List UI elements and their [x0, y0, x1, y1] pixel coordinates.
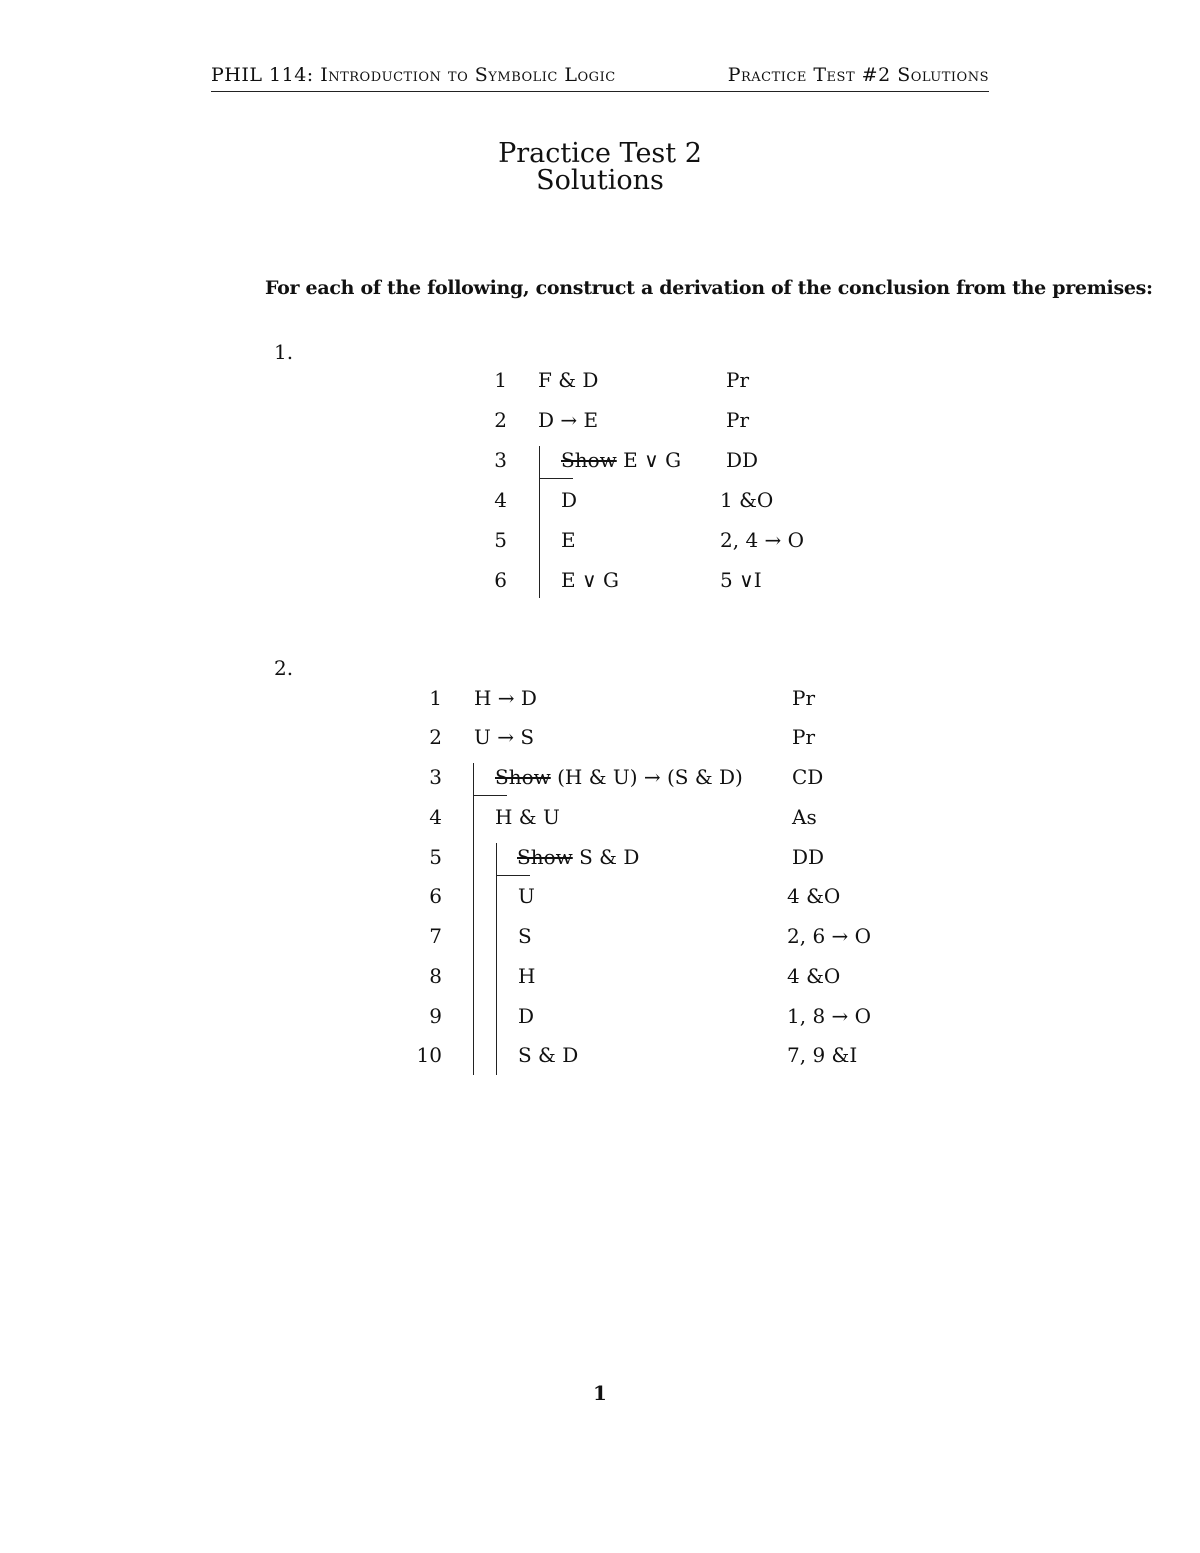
formula: H → D	[474, 686, 537, 710]
show-line	[517, 845, 639, 869]
formula: S & D	[579, 845, 640, 869]
formula: E	[561, 528, 576, 552]
line-number: 6	[494, 568, 507, 592]
line-number: 10	[416, 1043, 442, 1067]
show-line	[561, 448, 681, 472]
justification: 4 &O	[787, 964, 841, 988]
show-underline	[539, 478, 573, 479]
formula: U → S	[474, 725, 535, 749]
problem-1-label: 1.	[274, 340, 294, 364]
justification: 1, 8 → O	[787, 1004, 872, 1028]
line-number: 5	[429, 845, 442, 869]
header-course-title: PHIL 114: Introduction to Symbolic Logic	[211, 64, 616, 86]
justification: 1 &O	[720, 488, 774, 512]
justification: 5 ∨I	[720, 568, 762, 592]
formula: E ∨ G	[561, 568, 619, 592]
line-number: 1	[494, 368, 507, 392]
line-number: 2	[429, 725, 442, 749]
formula: D	[518, 1004, 535, 1028]
scope-bar	[539, 446, 540, 598]
line-number: 1	[429, 686, 442, 710]
show-line	[495, 765, 743, 789]
justification: 2, 6 → O	[787, 924, 872, 948]
formula: F & D	[538, 368, 599, 392]
justification: As	[792, 805, 817, 829]
page-title: Practice Test 2	[498, 138, 702, 169]
show-underline-inner	[496, 875, 530, 876]
scope-bar-inner	[496, 843, 497, 1075]
instructions: For each of the following, construct a derivation of the conclusion from the premises:	[265, 277, 1153, 299]
show-keyword: Show	[517, 845, 573, 869]
page-number: 1	[593, 1381, 607, 1405]
justification: DD	[726, 448, 759, 472]
justification: 2, 4 → O	[720, 528, 805, 552]
header-document-title: Practice Test #2 Solutions	[727, 64, 989, 86]
problem-2-label: 2.	[274, 656, 294, 680]
page-subtitle: Solutions	[536, 165, 664, 196]
line-number: 2	[494, 408, 507, 432]
show-keyword: Show	[561, 448, 617, 472]
formula: D → E	[538, 408, 599, 432]
line-number: 6	[429, 884, 442, 908]
formula: (H & U) → (S & D)	[557, 765, 743, 789]
line-number: 4	[429, 805, 442, 829]
line-number: 4	[494, 488, 507, 512]
formula: D	[561, 488, 578, 512]
justification: Pr	[792, 725, 816, 749]
scope-bar-outer	[473, 763, 474, 1075]
line-number: 3	[429, 765, 442, 789]
show-underline-outer	[473, 795, 507, 796]
formula: S	[518, 924, 532, 948]
header-rule	[211, 91, 989, 92]
formula: U	[518, 884, 535, 908]
line-number: 8	[429, 964, 442, 988]
line-number: 7	[429, 924, 442, 948]
line-number: 5	[494, 528, 507, 552]
justification: CD	[792, 765, 824, 789]
justification: DD	[792, 845, 825, 869]
justification: 7, 9 &I	[787, 1043, 858, 1067]
line-number: 3	[494, 448, 507, 472]
justification: Pr	[792, 686, 816, 710]
show-keyword: Show	[495, 765, 551, 789]
justification: Pr	[726, 368, 750, 392]
line-number: 9	[429, 1004, 442, 1028]
formula: E ∨ G	[623, 448, 682, 472]
formula: H & U	[495, 805, 560, 829]
formula: S & D	[518, 1043, 579, 1067]
justification: 4 &O	[787, 884, 841, 908]
justification: Pr	[726, 408, 750, 432]
formula: H	[518, 964, 536, 988]
